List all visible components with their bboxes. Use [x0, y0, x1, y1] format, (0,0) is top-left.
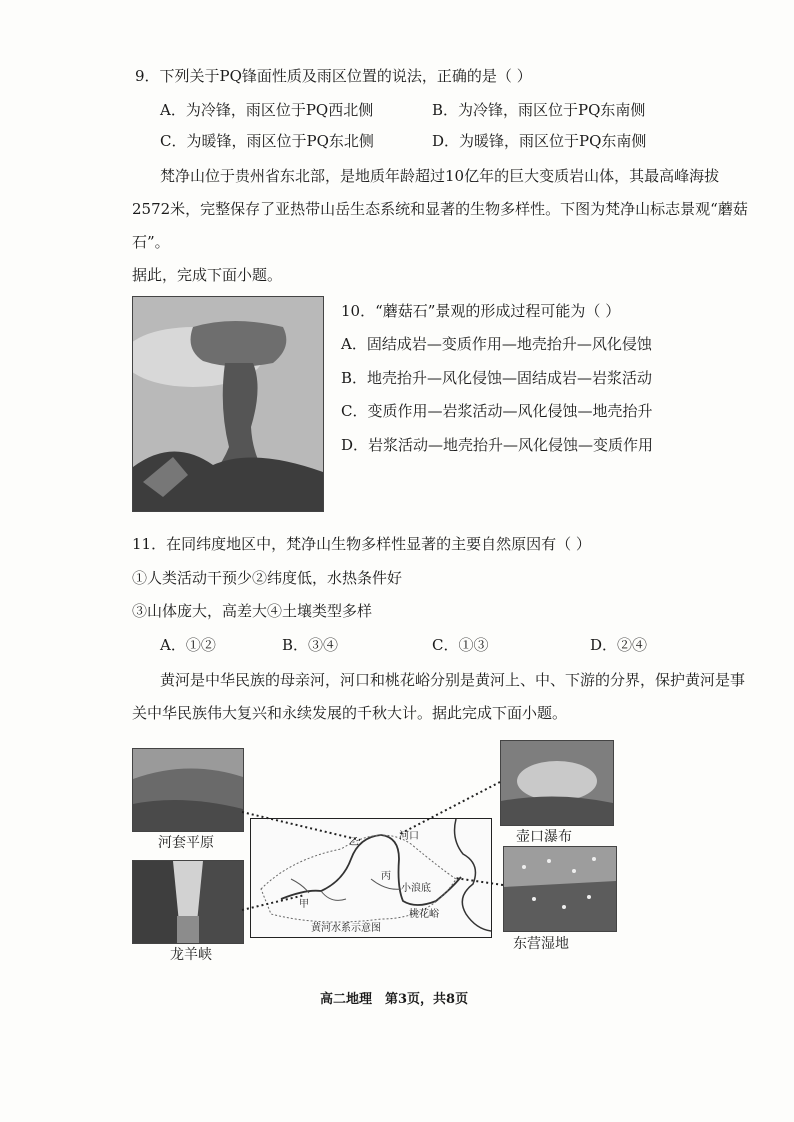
map-label-jia: 甲	[299, 899, 309, 910]
q11-option-b: B．③④	[282, 636, 339, 654]
q11-statements-2: ③山体庞大，高差大④土壤类型多样	[132, 602, 373, 620]
q11-statements-1: ①人类活动干预少②纬度低，水热条件好	[132, 569, 403, 587]
map-label-yi: 乙	[349, 837, 359, 848]
passage1-line2: 2572米，完整保存了亚热带山岳生态系统和显著的生物多样性。下图为梵净山标志景观“蘑菇	[132, 200, 748, 218]
q11-option-d: D．②④	[590, 636, 648, 654]
q11-option-c: C．①③	[432, 636, 489, 654]
q9-option-a: A．为冷锋，雨区位于PQ西北侧	[160, 101, 374, 119]
hukou-waterfall-caption: 壶口瀑布	[516, 829, 572, 845]
q11-option-a: A．①②	[160, 636, 216, 654]
q11-stem: 11．在同纬度地区中，梵净山生物多样性显著的主要自然原因有（ ）	[132, 535, 591, 553]
q9-option-d: D．为暖锋，雨区位于PQ东南侧	[432, 132, 647, 150]
dongying-wetland-caption: 东营湿地	[513, 936, 569, 952]
q10-option-a: A．固结成岩—变质作用—地壳抬升—风化侵蚀	[341, 335, 652, 353]
passage2-line2: 关中华民族伟大复兴和永续发展的千秋大计。据此完成下面小题。	[132, 704, 568, 722]
hetao-plain-caption: 河套平原	[158, 835, 214, 851]
q9-option-c: C．为暖锋，雨区位于PQ东北侧	[160, 132, 374, 150]
q9-option-b: B．为冷锋，雨区位于PQ东南侧	[432, 101, 646, 119]
q10-option-b: B．地壳抬升—风化侵蚀—固结成岩—岩浆活动	[341, 369, 653, 387]
q10-stem: 10．“蘑菇石”景观的形成过程可能为（ ）	[341, 302, 621, 320]
map-label-hekou: 河口	[399, 831, 419, 842]
q9-stem: 9．下列关于PQ锋面性质及雨区位置的说法，正确的是（ ）	[135, 67, 532, 85]
passage2-line1: 黄河是中华民族的母亲河，河口和桃花峪分别是黄河上、中、下游的分界，保护黄河是事	[160, 671, 746, 689]
map-label-taohuayu: 桃花峪	[409, 909, 439, 920]
map-label-bing: 丙	[381, 871, 391, 882]
passage1-line1: 梵净山位于贵州省东北部，是地质年龄超过10亿年的巨大变质岩山体，其最高峰海拔	[160, 167, 720, 185]
page-footer: 高二地理 第3页，共8页	[320, 992, 469, 1007]
q10-option-d: D．岩浆活动—地壳抬升—风化侵蚀—变质作用	[341, 436, 654, 454]
q10-option-c: C．变质作用—岩浆活动—风化侵蚀—地壳抬升	[341, 402, 653, 420]
map-label-xiaolangdi: 小浪底	[401, 883, 431, 894]
longyangxia-caption: 龙羊峡	[170, 947, 212, 963]
map-caption: 黄河水系示意图	[311, 923, 381, 934]
passage1-line3: 石”。	[132, 233, 170, 251]
passage1-instruction: 据此，完成下面小题。	[132, 266, 283, 284]
